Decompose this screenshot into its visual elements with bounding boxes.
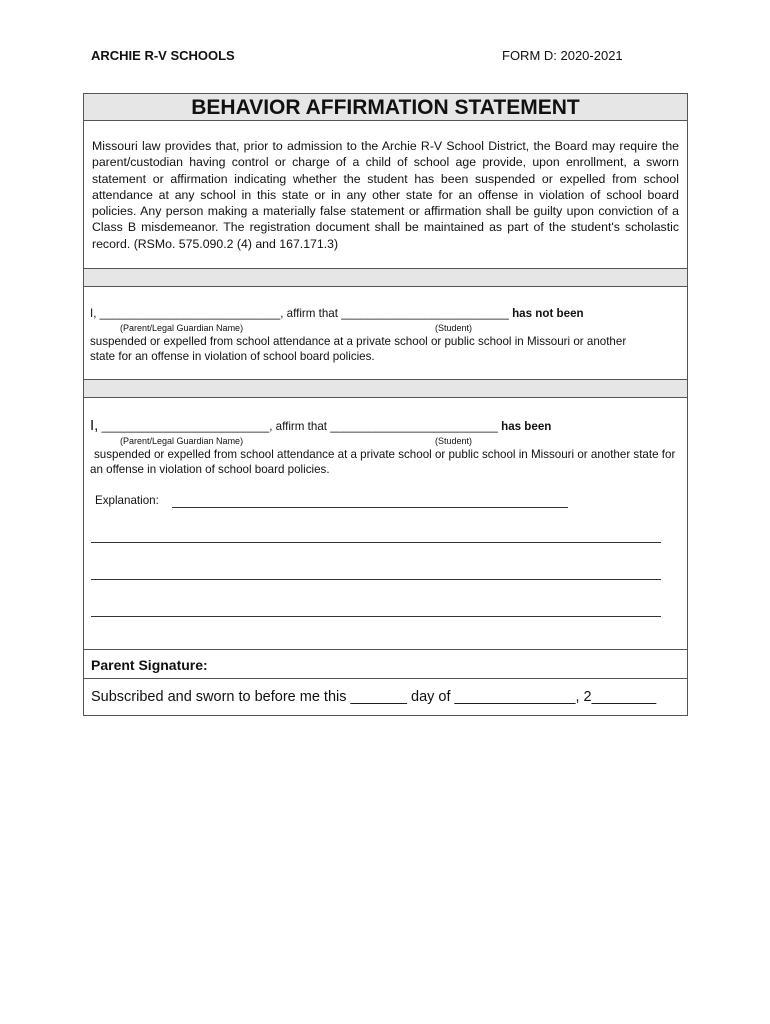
section-divider-1 (84, 269, 687, 287)
section-divider-2 (84, 380, 687, 398)
explanation-line-3[interactable] (91, 579, 661, 580)
student-caption-1: (Student) (435, 323, 473, 333)
has-been-section (84, 398, 687, 650)
i-label: I, (90, 417, 99, 434)
explanation-line-1[interactable] (172, 507, 568, 508)
status-has-been: has been (501, 420, 552, 433)
sworn-statement: Subscribed and sworn to before me this _______ day of _______________, 2________ (91, 689, 657, 705)
student-caption-2: (Student) (435, 436, 473, 446)
parent-caption-2: (Parent/Legal Guardian Name) (120, 436, 244, 446)
sworn-row[interactable] (84, 679, 687, 715)
statement-text-1: suspended or expelled from school attendance at a private school or public school in Missouri or another state for an offense in violation of school board policies. (90, 335, 627, 363)
status-has-not-been: has not been (512, 307, 584, 320)
signature-row[interactable] (84, 650, 687, 679)
affirm-line-not[interactable]: I, ____________________________, affirm that __________________________ (90, 307, 509, 320)
explanation-label: Explanation: (95, 494, 159, 507)
form-title: BEHAVIOR AFFIRMATION STATEMENT (84, 94, 687, 121)
affirm-line-has[interactable]: __________________________, affirm that __________________________ (101, 420, 498, 433)
form-id: FORM D: 2020-2021 (502, 48, 623, 63)
statement-text-2: suspended or expelled from school attendance at a private school or public school in Missouri or another state for an offense in violation of school board policies. (90, 448, 676, 476)
affirmation-form (83, 93, 688, 716)
parent-caption-1: (Parent/Legal Guardian Name) (120, 323, 244, 333)
parent-signature-label: Parent Signature: (91, 657, 208, 673)
school-name: ARCHIE R-V SCHOOLS (91, 48, 235, 63)
intro-paragraph: Missouri law provides that, prior to admission to the Archie R-V School District, the Board may require the parent/custodian having control or charge of a child of school age provide, upon enrollment, a sworn statement or affirmation indicating whether the student has been suspended or expelled from school attendance at any school in this state or in any other state for an offense in violation of school board policies. Any person making a materially false statement or affirmation shall be guilty upon conviction of a Class B misdemeanor. The registration document shall be maintained as part of the student's scholastic record. (RSMo. 575.090.2 (4) and 167.171.3) (84, 121, 687, 269)
has-not-been-section (84, 287, 687, 380)
explanation-line-2[interactable] (91, 542, 661, 543)
explanation-line-4[interactable] (91, 616, 661, 617)
